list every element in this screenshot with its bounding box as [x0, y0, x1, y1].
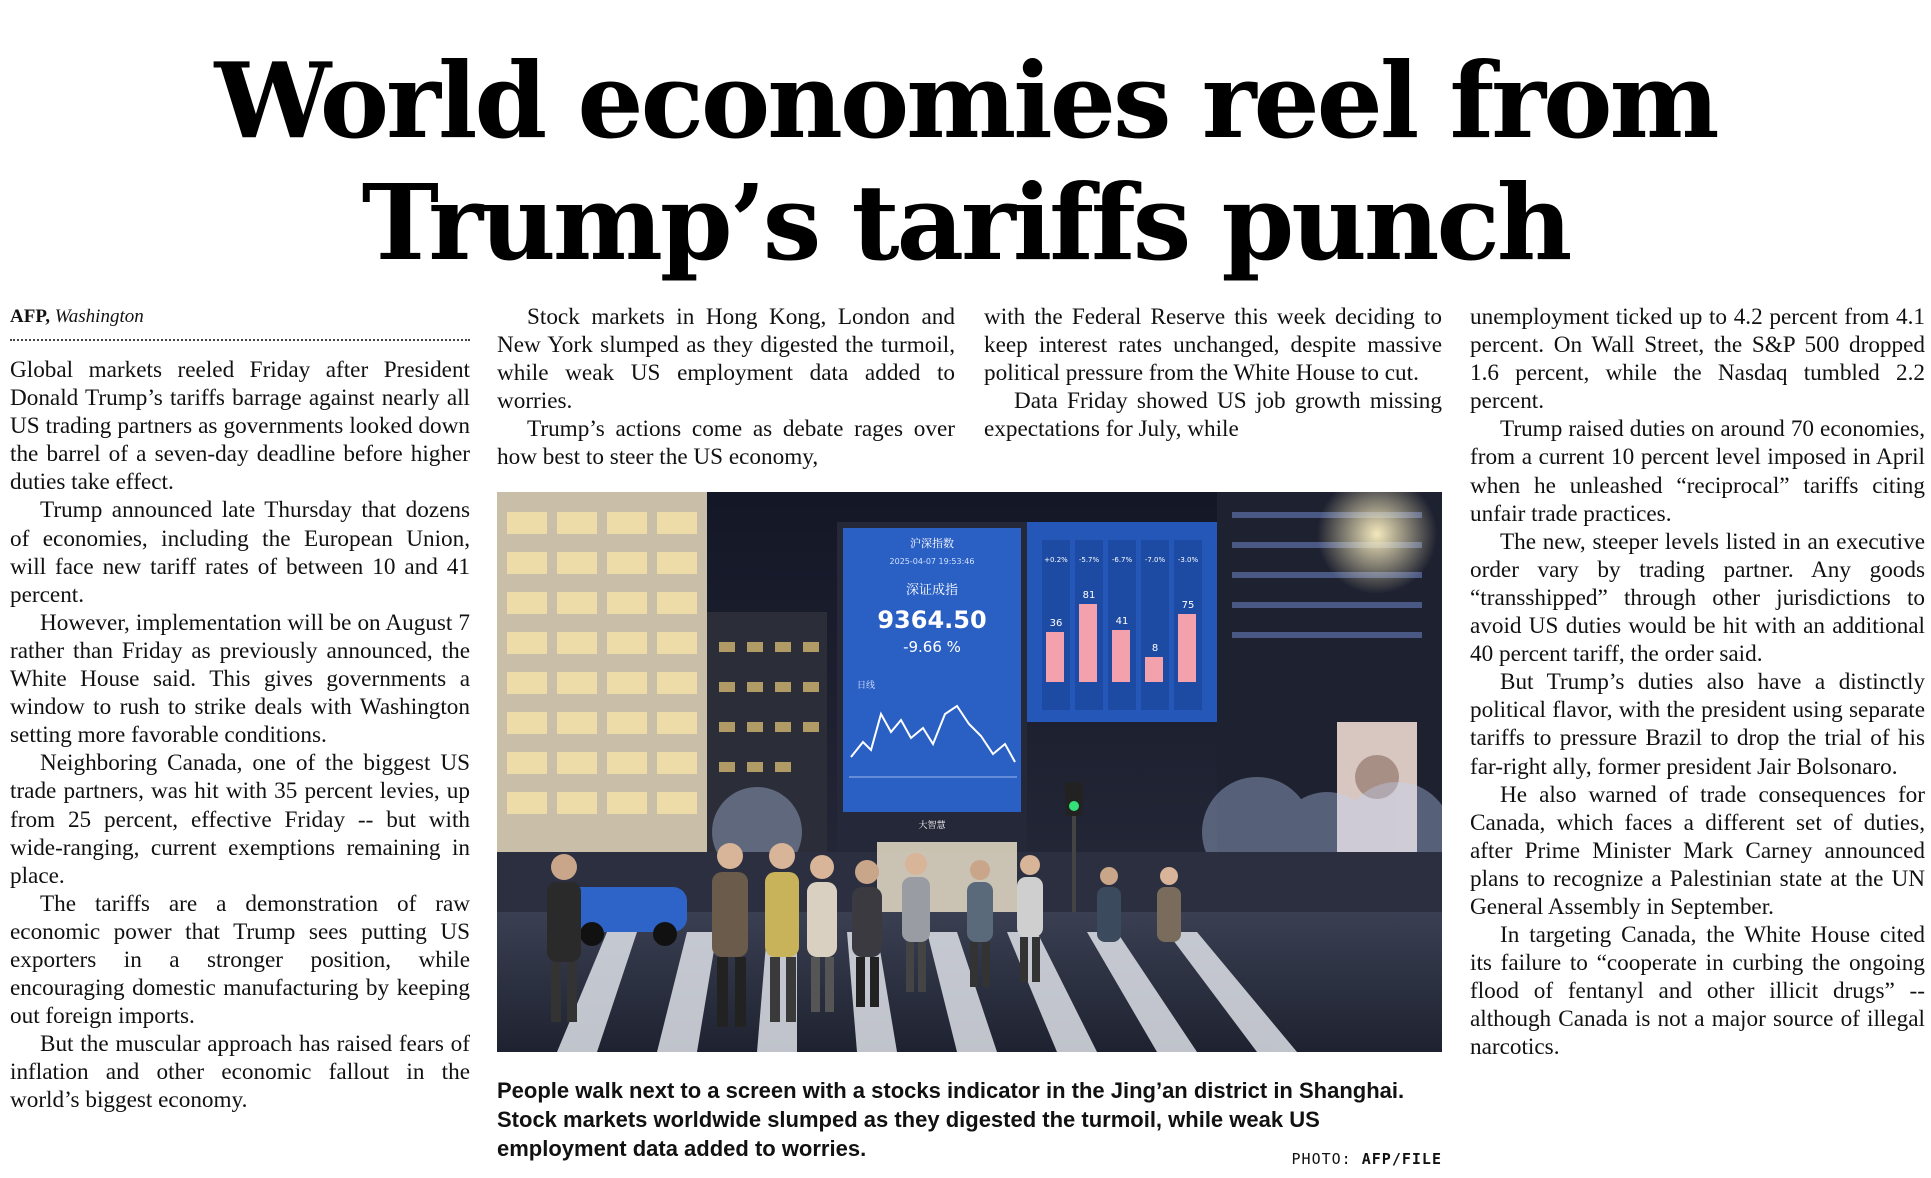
paragraph: In targeting Canada, the White House cited its failure to “cooperate in curbing the ongoing flood of fentanyl and other illicit drugs” -- although Canada is not a major source of illegal narcotics.: [1470, 922, 1925, 1061]
byline-divider: [10, 339, 470, 341]
article-column-1: [10, 356, 470, 1115]
paragraph: However, implementation will be on August 7 rather than Friday as previously announced, the White House said. This gives governments a window to rush to strike deals with Washington setting more favorable conditions.: [10, 609, 470, 749]
paragraph: Neighboring Canada, one of the biggest US trade partners, was hit with 35 percent levies, up from 25 percent, effective Friday -- but with wide-ranging, current exemptions remaining in place.: [10, 750, 470, 889]
screen-header: 沪深指数: [910, 537, 954, 550]
byline: [10, 305, 470, 329]
article-column-3: [984, 303, 1442, 443]
paragraph: Trump raised duties on around 70 economies, from a current 10 percent level imposed in April when he unleashed “reciprocal” tariffs citing unfair trade practices.: [1470, 416, 1925, 527]
paragraph: Trump’s actions come as debate rages over how best to steer the US economy,: [497, 416, 955, 471]
photo-credit-source: AFP/FILE: [1361, 1150, 1442, 1168]
paragraph: Global markets reeled Friday after President Donald Trump’s tariffs barrage against nearly all US trading partners as governments looked down the barrel of a seven-day deadline before higher duties take effect.: [10, 357, 470, 496]
photo-caption: People walk next to a screen with a stocks indicator in the Jing’an district in Shanghai. Stock markets worldwide slumped as they digested the turmoil, while weak US employment data added to worries.: [497, 1078, 1405, 1161]
paragraph: Trump announced late Thursday that dozens of economies, including the European Union, will face new tariff rates of between 10 and 41 percent.: [10, 497, 470, 608]
bar-change: -3.0%: [1177, 556, 1199, 564]
index-change: -9.66 %: [903, 638, 961, 656]
tower-brand: 大智慧: [918, 821, 946, 831]
paragraph: with the Federal Reserve this week deciding to keep interest rates unchanged, despite massive political pressure from the White House to cut.: [984, 304, 1442, 387]
byline-dateline: Washington: [54, 306, 144, 327]
headline-line-2: Trump’s tariffs punch: [361, 161, 1570, 284]
paragraph: The new, steeper levels listed in an executive order vary by trading partner. Any goods “transshipped” through other jurisdictions to avoid US duties would be hit with an additional 40 percent tariff, the order said.: [1470, 528, 1925, 668]
index-name: 深证成指: [905, 583, 959, 598]
bar-value: 8: [1151, 643, 1159, 654]
chart-label: 日线: [857, 681, 876, 691]
bar-change: -7.0%: [1144, 556, 1166, 564]
paragraph: unemployment ticked up to 4.2 percent from 4.1 percent. On Wall Street, the S&P 500 dropped 1.6 percent, while the Nasdaq tumbled 2.2 percent.: [1470, 304, 1925, 415]
paragraph: But Trump’s duties also have a distinctly political flavor, with the president using separate tariffs to pressure Brazil to drop the trial of his far-right ally, former president Jair Bolsonaro.: [1470, 669, 1925, 780]
paragraph: But the muscular approach has raised fears of inflation and other economic fallout in the world’s biggest economy.: [10, 1031, 470, 1114]
screen-timestamp: 2025-04-07 19:53:46: [889, 557, 975, 566]
headline-line-1: World economies reel from: [214, 39, 1717, 162]
bar-change: +0.2%: [1044, 556, 1068, 564]
article-column-4: [1470, 303, 1925, 1062]
photo-credit: [1260, 1150, 1442, 1168]
byline-agency: AFP,: [10, 306, 50, 327]
paragraph: He also warned of trade consequences for Canada, which faces a different set of duties, after Prime Minister Mark Carney announced plans to recognize a Palestinian state at the UN General Assembly in September.: [1470, 781, 1925, 920]
bar-value: 36: [1049, 618, 1063, 629]
news-photo: [497, 492, 1442, 1052]
bar-change: -6.7%: [1111, 556, 1133, 564]
bar-value: 81: [1082, 590, 1096, 601]
bar-value: 75: [1181, 600, 1195, 611]
bar-change: -5.7%: [1078, 556, 1100, 564]
bar-value: 41: [1115, 616, 1129, 627]
paragraph: Data Friday showed US job growth missing expectations for July, while: [984, 388, 1442, 443]
article-column-2: [497, 303, 955, 472]
paragraph: Stock markets in Hong Kong, London and New York slumped as they digested the turmoil, while weak US employment data added to worries.: [497, 304, 955, 415]
paragraph: The tariffs are a demonstration of raw economic power that Trump sees putting US exporters in a stronger position, while encouraging domestic manufacturing by keeping out foreign imports.: [10, 890, 470, 1030]
street-scene-illustration: [497, 492, 1442, 1052]
stock-screen: [843, 528, 1021, 812]
photo-credit-label: PHOTO:: [1291, 1150, 1352, 1168]
index-value: 9364.50: [877, 606, 987, 634]
headline: [0, 40, 1931, 284]
